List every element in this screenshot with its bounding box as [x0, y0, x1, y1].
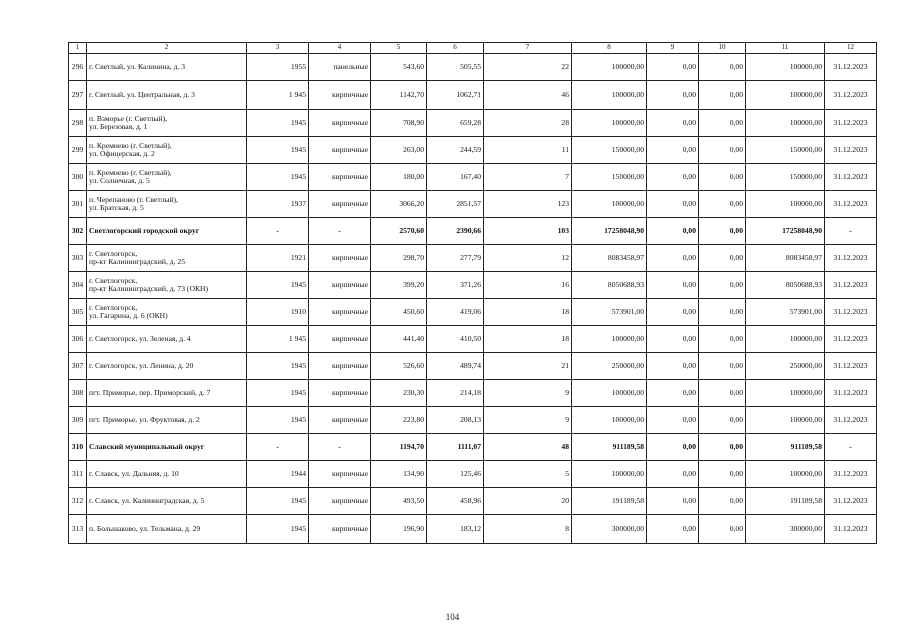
- cost-col-10-cell: 0,00: [699, 245, 746, 272]
- repair-cost-cell: 100000,00: [572, 54, 647, 81]
- residents-count-cell: 103: [484, 218, 572, 245]
- repair-cost-cell: 100000,00: [572, 407, 647, 434]
- repair-cost-cell: 100000,00: [572, 110, 647, 137]
- cost-col-9-cell: 0,00: [647, 245, 699, 272]
- living-area-cell: 371,26: [427, 272, 484, 299]
- row-number-cell: 299: [69, 137, 87, 164]
- repair-cost-cell: 150000,00: [572, 164, 647, 191]
- wall-material-cell: кирпичные: [309, 353, 371, 380]
- address-cell: пгт. Приморье, пер. Приморский, д. 7: [87, 380, 247, 407]
- residents-count-cell: 9: [484, 407, 572, 434]
- cost-col-10-cell: 0,00: [699, 407, 746, 434]
- repair-cost-cell: 191189,58: [572, 488, 647, 515]
- header-cell: 3: [247, 43, 309, 54]
- cost-col-10-cell: 0,00: [699, 353, 746, 380]
- cost-total-cell: 100000,00: [746, 461, 825, 488]
- wall-material-cell: кирпичные: [309, 137, 371, 164]
- repair-cost-cell: 100000,00: [572, 326, 647, 353]
- cost-total-cell: 150000,00: [746, 137, 825, 164]
- total-area-cell: 196,90: [371, 515, 427, 544]
- deadline-date-cell: -: [825, 434, 877, 461]
- table-row: [69, 81, 877, 110]
- construction-year-cell: 1945: [247, 110, 309, 137]
- total-area-cell: 180,00: [371, 164, 427, 191]
- header-cell: 4: [309, 43, 371, 54]
- row-number-cell: 305: [69, 299, 87, 326]
- header-cell: 2: [87, 43, 247, 54]
- cost-col-10-cell: 0,00: [699, 110, 746, 137]
- table-row: [69, 380, 877, 407]
- residents-count-cell: 46: [484, 81, 572, 110]
- repair-cost-cell: 100000,00: [572, 81, 647, 110]
- deadline-date-cell: 31.12.2023: [825, 353, 877, 380]
- address-cell: пгт. Приморье, ул. Фруктовая, д. 2: [87, 407, 247, 434]
- row-number-cell: 313: [69, 515, 87, 544]
- residents-count-cell: 123: [484, 191, 572, 218]
- deadline-date-cell: 31.12.2023: [825, 137, 877, 164]
- wall-material-cell: панельные: [309, 54, 371, 81]
- address-cell: г. Светлогорск, ул. Ленина, д. 20: [87, 353, 247, 380]
- row-number-cell: 304: [69, 272, 87, 299]
- construction-year-cell: 1945: [247, 380, 309, 407]
- deadline-date-cell: 31.12.2023: [825, 407, 877, 434]
- deadline-date-cell: 31.12.2023: [825, 54, 877, 81]
- address-cell: г. Светлый, ул. Калинина, д. 3: [87, 54, 247, 81]
- address-cell: п. Взморье (г. Светлый), ул. Березовая, д. 1: [87, 110, 247, 137]
- repair-cost-cell: 100000,00: [572, 191, 647, 218]
- cost-col-9-cell: 0,00: [647, 326, 699, 353]
- cost-col-10-cell: 0,00: [699, 326, 746, 353]
- row-number-cell: 296: [69, 54, 87, 81]
- row-number-cell: 310: [69, 434, 87, 461]
- total-area-cell: 223,80: [371, 407, 427, 434]
- row-number-cell: 311: [69, 461, 87, 488]
- cost-total-cell: 100000,00: [746, 407, 825, 434]
- cost-col-9-cell: 0,00: [647, 461, 699, 488]
- table-row: [69, 191, 877, 218]
- wall-material-cell: кирпичные: [309, 272, 371, 299]
- living-area-cell: 125,46: [427, 461, 484, 488]
- residents-count-cell: 28: [484, 110, 572, 137]
- living-area-cell: 410,50: [427, 326, 484, 353]
- construction-year-cell: 1 945: [247, 81, 309, 110]
- deadline-date-cell: 31.12.2023: [825, 380, 877, 407]
- construction-year-cell: 1955: [247, 54, 309, 81]
- residents-count-cell: 11: [484, 137, 572, 164]
- cost-col-9-cell: 0,00: [647, 488, 699, 515]
- deadline-date-cell: 31.12.2023: [825, 110, 877, 137]
- total-area-cell: 2570,60: [371, 218, 427, 245]
- address-cell: г. Светлогорск, ул. Зеленая, д. 4: [87, 326, 247, 353]
- cost-total-cell: 300000,00: [746, 515, 825, 544]
- wall-material-cell: кирпичные: [309, 81, 371, 110]
- address-cell: п. Черепаново (г. Светлый), ул. Братская, д. 5: [87, 191, 247, 218]
- living-area-cell: 2390,66: [427, 218, 484, 245]
- living-area-cell: 489,74: [427, 353, 484, 380]
- residents-count-cell: 21: [484, 353, 572, 380]
- cost-col-9-cell: 0,00: [647, 299, 699, 326]
- table-row: [69, 515, 877, 544]
- construction-year-cell: 1945: [247, 164, 309, 191]
- address-cell: п. Кремнево (г. Светлый), ул. Офицерская, д. 2: [87, 137, 247, 164]
- wall-material-cell: кирпичные: [309, 407, 371, 434]
- cost-col-10-cell: 0,00: [699, 434, 746, 461]
- cost-col-10-cell: 0,00: [699, 515, 746, 544]
- address-cell: г. Светлогорск, ул. Гагарина, д. 6 (ОКН): [87, 299, 247, 326]
- deadline-date-cell: 31.12.2023: [825, 326, 877, 353]
- wall-material-cell: кирпичные: [309, 461, 371, 488]
- table-row: [69, 245, 877, 272]
- table-row: [69, 164, 877, 191]
- address-cell: г. Светлый, ул. Центральная, д. 3: [87, 81, 247, 110]
- living-area-cell: 277,79: [427, 245, 484, 272]
- deadline-date-cell: 31.12.2023: [825, 488, 877, 515]
- total-area-cell: 298,70: [371, 245, 427, 272]
- living-area-cell: 419,06: [427, 299, 484, 326]
- row-number-cell: 312: [69, 488, 87, 515]
- table-subtotal-row: [69, 218, 877, 245]
- cost-total-cell: 573901,00: [746, 299, 825, 326]
- address-cell: г. Светлогорск, пр-кт Калининградский, д. 73 (ОКН): [87, 272, 247, 299]
- header-cell: 1: [69, 43, 87, 54]
- residents-count-cell: 48: [484, 434, 572, 461]
- address-cell: г. Славск, ул. Дальняя, д. 10: [87, 461, 247, 488]
- living-area-cell: 1062,71: [427, 81, 484, 110]
- construction-year-cell: 1937: [247, 191, 309, 218]
- address-cell: Светлогорский городской округ: [87, 218, 247, 245]
- cost-col-10-cell: 0,00: [699, 191, 746, 218]
- cost-col-9-cell: 0,00: [647, 434, 699, 461]
- row-number-cell: 308: [69, 380, 87, 407]
- construction-year-cell: 1 945: [247, 326, 309, 353]
- deadline-date-cell: 31.12.2023: [825, 272, 877, 299]
- row-number-cell: 307: [69, 353, 87, 380]
- table-row: [69, 272, 877, 299]
- living-area-cell: 183,12: [427, 515, 484, 544]
- table-row: [69, 299, 877, 326]
- repair-cost-cell: 150000,00: [572, 137, 647, 164]
- total-area-cell: 230,30: [371, 380, 427, 407]
- cost-col-10-cell: 0,00: [699, 380, 746, 407]
- deadline-date-cell: 31.12.2023: [825, 81, 877, 110]
- cost-col-9-cell: 0,00: [647, 380, 699, 407]
- row-number-cell: 302: [69, 218, 87, 245]
- table-subtotal-row: [69, 434, 877, 461]
- construction-year-cell: 1910: [247, 299, 309, 326]
- repair-cost-cell: 573901,00: [572, 299, 647, 326]
- cost-total-cell: 250000,00: [746, 353, 825, 380]
- cost-col-9-cell: 0,00: [647, 353, 699, 380]
- cost-total-cell: 150000,00: [746, 164, 825, 191]
- total-area-cell: 543,60: [371, 54, 427, 81]
- residents-count-cell: 8: [484, 515, 572, 544]
- table-row: [69, 461, 877, 488]
- construction-year-cell: -: [247, 434, 309, 461]
- cost-total-cell: 100000,00: [746, 81, 825, 110]
- address-cell: Славский муниципальный округ: [87, 434, 247, 461]
- cost-col-10-cell: 0,00: [699, 81, 746, 110]
- row-number-cell: 301: [69, 191, 87, 218]
- total-area-cell: 399,20: [371, 272, 427, 299]
- wall-material-cell: кирпичные: [309, 299, 371, 326]
- living-area-cell: 458,96: [427, 488, 484, 515]
- residents-count-cell: 20: [484, 488, 572, 515]
- living-area-cell: 208,13: [427, 407, 484, 434]
- construction-year-cell: 1945: [247, 488, 309, 515]
- cost-total-cell: 8050688,93: [746, 272, 825, 299]
- cost-total-cell: 191189,58: [746, 488, 825, 515]
- header-cell: 10: [699, 43, 746, 54]
- repair-cost-cell: 8050688,93: [572, 272, 647, 299]
- housing-table: [68, 42, 877, 544]
- column-number-header-row: [69, 43, 877, 54]
- residents-count-cell: 9: [484, 380, 572, 407]
- cost-col-9-cell: 0,00: [647, 191, 699, 218]
- header-cell: 7: [484, 43, 572, 54]
- wall-material-cell: кирпичные: [309, 164, 371, 191]
- row-number-cell: 303: [69, 245, 87, 272]
- living-area-cell: 659,28: [427, 110, 484, 137]
- cost-total-cell: 100000,00: [746, 191, 825, 218]
- wall-material-cell: кирпичные: [309, 515, 371, 544]
- wall-material-cell: -: [309, 434, 371, 461]
- construction-year-cell: -: [247, 218, 309, 245]
- repair-cost-cell: 17258048,90: [572, 218, 647, 245]
- address-cell: п. Большаково, ул. Тельмана, д. 29: [87, 515, 247, 544]
- table-row: [69, 326, 877, 353]
- total-area-cell: 450,60: [371, 299, 427, 326]
- cost-total-cell: 8083458,97: [746, 245, 825, 272]
- table-row: [69, 137, 877, 164]
- construction-year-cell: 1945: [247, 515, 309, 544]
- residents-count-cell: 16: [484, 272, 572, 299]
- residents-count-cell: 12: [484, 245, 572, 272]
- deadline-date-cell: 31.12.2023: [825, 299, 877, 326]
- address-cell: п. Кремнево (г. Светлый), ул. Солнечная, д. 5: [87, 164, 247, 191]
- cost-col-9-cell: 0,00: [647, 164, 699, 191]
- cost-col-9-cell: 0,00: [647, 218, 699, 245]
- header-cell: 5: [371, 43, 427, 54]
- row-number-cell: 297: [69, 81, 87, 110]
- deadline-date-cell: 31.12.2023: [825, 191, 877, 218]
- residents-count-cell: 18: [484, 326, 572, 353]
- living-area-cell: 505,55: [427, 54, 484, 81]
- cost-total-cell: 100000,00: [746, 54, 825, 81]
- cost-total-cell: 100000,00: [746, 380, 825, 407]
- table-row: [69, 54, 877, 81]
- cost-col-10-cell: 0,00: [699, 54, 746, 81]
- total-area-cell: 708,90: [371, 110, 427, 137]
- construction-year-cell: 1945: [247, 137, 309, 164]
- construction-year-cell: 1921: [247, 245, 309, 272]
- page-number: 104: [445, 612, 460, 622]
- cost-total-cell: 100000,00: [746, 326, 825, 353]
- construction-year-cell: 1945: [247, 353, 309, 380]
- living-area-cell: 244,59: [427, 137, 484, 164]
- table-row: [69, 488, 877, 515]
- address-cell: г. Славск, ул. Калининградская, д. 5: [87, 488, 247, 515]
- cost-col-10-cell: 0,00: [699, 461, 746, 488]
- total-area-cell: 1142,70: [371, 81, 427, 110]
- row-number-cell: 298: [69, 110, 87, 137]
- repair-cost-cell: 8083458,97: [572, 245, 647, 272]
- total-area-cell: 263,00: [371, 137, 427, 164]
- wall-material-cell: кирпичные: [309, 245, 371, 272]
- residents-count-cell: 7: [484, 164, 572, 191]
- cost-col-10-cell: 0,00: [699, 272, 746, 299]
- cost-col-9-cell: 0,00: [647, 272, 699, 299]
- total-area-cell: 441,40: [371, 326, 427, 353]
- living-area-cell: 167,40: [427, 164, 484, 191]
- header-cell: 9: [647, 43, 699, 54]
- deadline-date-cell: 31.12.2023: [825, 245, 877, 272]
- cost-col-10-cell: 0,00: [699, 218, 746, 245]
- cost-col-9-cell: 0,00: [647, 81, 699, 110]
- total-area-cell: 493,50: [371, 488, 427, 515]
- cost-total-cell: 100000,00: [746, 110, 825, 137]
- total-area-cell: 1194,70: [371, 434, 427, 461]
- repair-cost-cell: 300000,00: [572, 515, 647, 544]
- cost-total-cell: 17258048,90: [746, 218, 825, 245]
- cost-col-9-cell: 0,00: [647, 137, 699, 164]
- repair-cost-cell: 911189,58: [572, 434, 647, 461]
- row-number-cell: 306: [69, 326, 87, 353]
- address-cell: г. Светлогорск, пр-кт Калининградский, д. 25: [87, 245, 247, 272]
- deadline-date-cell: -: [825, 218, 877, 245]
- header-cell: 8: [572, 43, 647, 54]
- construction-year-cell: 1944: [247, 461, 309, 488]
- row-number-cell: 300: [69, 164, 87, 191]
- wall-material-cell: -: [309, 218, 371, 245]
- repair-cost-cell: 100000,00: [572, 380, 647, 407]
- construction-year-cell: 1945: [247, 407, 309, 434]
- header-cell: 11: [746, 43, 825, 54]
- cost-col-9-cell: 0,00: [647, 407, 699, 434]
- deadline-date-cell: 31.12.2023: [825, 515, 877, 544]
- wall-material-cell: кирпичные: [309, 110, 371, 137]
- total-area-cell: 526,60: [371, 353, 427, 380]
- wall-material-cell: кирпичные: [309, 488, 371, 515]
- cost-col-10-cell: 0,00: [699, 488, 746, 515]
- residents-count-cell: 5: [484, 461, 572, 488]
- cost-col-10-cell: 0,00: [699, 164, 746, 191]
- wall-material-cell: кирпичные: [309, 380, 371, 407]
- header-cell: 6: [427, 43, 484, 54]
- wall-material-cell: кирпичные: [309, 326, 371, 353]
- table-row: [69, 353, 877, 380]
- residents-count-cell: 18: [484, 299, 572, 326]
- deadline-date-cell: 31.12.2023: [825, 461, 877, 488]
- header-cell: 12: [825, 43, 877, 54]
- cost-col-10-cell: 0,00: [699, 137, 746, 164]
- cost-total-cell: 911189,58: [746, 434, 825, 461]
- total-area-cell: 134,90: [371, 461, 427, 488]
- wall-material-cell: кирпичные: [309, 191, 371, 218]
- cost-col-9-cell: 0,00: [647, 110, 699, 137]
- living-area-cell: 1111,07: [427, 434, 484, 461]
- living-area-cell: 214,18: [427, 380, 484, 407]
- residents-count-cell: 22: [484, 54, 572, 81]
- construction-year-cell: 1945: [247, 272, 309, 299]
- total-area-cell: 3066,20: [371, 191, 427, 218]
- table-row: [69, 407, 877, 434]
- living-area-cell: 2851,57: [427, 191, 484, 218]
- cost-col-9-cell: 0,00: [647, 515, 699, 544]
- repair-cost-cell: 250000,00: [572, 353, 647, 380]
- cost-col-9-cell: 0,00: [647, 54, 699, 81]
- row-number-cell: 309: [69, 407, 87, 434]
- cost-col-10-cell: 0,00: [699, 299, 746, 326]
- repair-cost-cell: 100000,00: [572, 461, 647, 488]
- deadline-date-cell: 31.12.2023: [825, 164, 877, 191]
- table-row: [69, 110, 877, 137]
